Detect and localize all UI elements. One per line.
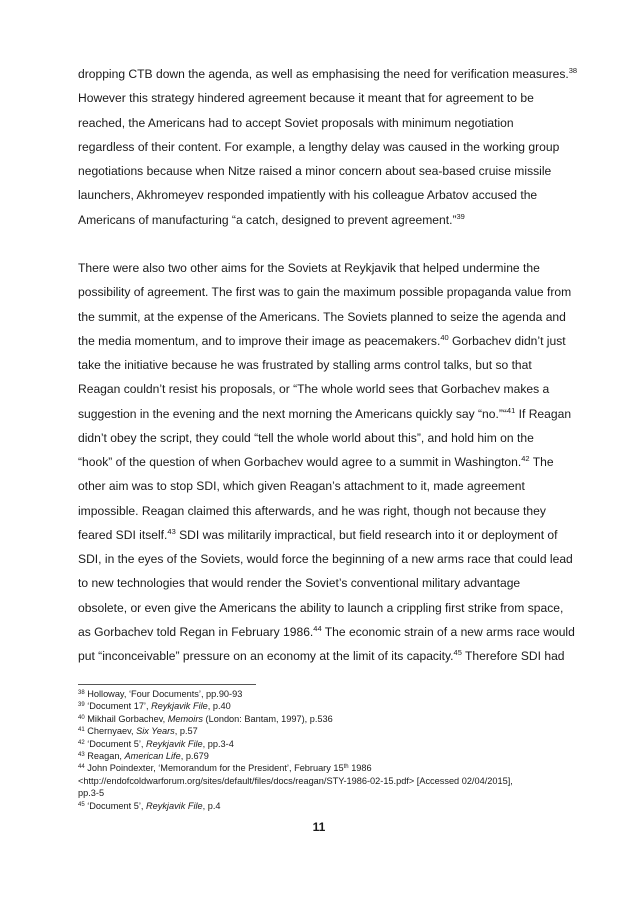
line-text-after: The economic strain of a new arms race would [321, 624, 575, 639]
line-text: Reagan couldn’t resist his proposals, or “The whole world sees that Gorbachev makes a [78, 382, 550, 397]
footnote-number: 43 [78, 751, 85, 758]
line-text: There were also two other aims for the Soviets at Reykjavik that helped undermine the [78, 261, 540, 275]
footnote-number: 44 [78, 764, 85, 771]
line-text: launchers, Akhromeyev responded impatiently with his colleague Arbatov accused the [78, 188, 538, 203]
footnote-title: Six Years [136, 726, 175, 737]
footnote-ref: 38 [568, 66, 578, 75]
footnote-text-after: , p.679 [180, 750, 209, 761]
footnote [78, 762, 564, 774]
text-line [78, 86, 562, 110]
footnote-text: ‘Document 5’, [87, 800, 146, 811]
footnote [78, 688, 564, 700]
line-text: the summit, at the expense of the Americans. The Soviets planned to seize the agenda and [78, 309, 566, 324]
footnote-text-after: (London: Bantam, 1997), p.536 [203, 713, 333, 724]
line-text: as Gorbachev told Regan in February 1986. [78, 624, 314, 639]
footnote-number: 42 [78, 739, 85, 746]
footnote [78, 738, 564, 750]
text-line [78, 644, 565, 668]
footnote-ref: 45 [453, 648, 462, 657]
line-text: Americans of manufacturing “a catch, designed to prevent agreement.” [78, 212, 457, 227]
text-line [78, 402, 572, 426]
footnote-text: John Poindexter, ‘Memorandum for the President’, February 15 [87, 763, 344, 774]
line-text: reached, the Americans had to accept Soviet proposals with minimum negotiation [78, 115, 514, 130]
footnote-text: pp.3-5 [78, 788, 105, 799]
footnote [78, 787, 564, 799]
text-line [78, 111, 562, 135]
line-text: suggestion in the evening and the next morning the Americans quickly say “no.”“ [78, 406, 507, 421]
text-line [78, 474, 562, 498]
line-text: impossible. Reagan claimed this afterwards, and he was right, though not because they [78, 503, 546, 518]
footnote-text-after: , p.57 [174, 726, 198, 737]
text-line [78, 159, 562, 183]
text-line [78, 183, 562, 207]
footnote-text-after: , p.4 [202, 800, 221, 811]
footnote [78, 725, 564, 737]
footnote-ref: 43 [167, 526, 176, 536]
footnote-number: 38 [78, 690, 85, 696]
footnote-number: 39 [78, 702, 85, 709]
footnote-separator [78, 684, 256, 685]
footnote-title: Memoirs [167, 713, 203, 724]
footnote-text-after: , p.40 [207, 701, 231, 712]
line-text-after: If Reagan [515, 406, 572, 421]
text-line [78, 329, 566, 353]
line-text: put “inconceivable” pressure on an economy at the limit of its capacity. [78, 649, 454, 663]
line-text: regardless of their content. For example, a lengthy delay was caused in the working group [78, 139, 560, 154]
text-line [78, 596, 562, 620]
text-line [78, 450, 562, 474]
line-text: didn’t obey the script, they could “tell the whole world about this”, and hold him on the [78, 430, 534, 445]
footnote-ref: 40 [440, 332, 449, 342]
text-line [78, 280, 572, 304]
line-text: SDI, in the eyes of the Soviets, would force the beginning of a new arms race that could lead [78, 552, 573, 566]
footnote-number: 41 [78, 727, 85, 734]
footnotes [78, 688, 564, 812]
text-line [78, 377, 562, 401]
line-text: possibility of agreement. The first was to gain the maximum possible propaganda value from [78, 285, 572, 300]
line-text: “hook” of the question of when Gorbachev would agree to a summit in Washington. [78, 455, 522, 469]
footnote-ref: 41 [506, 405, 516, 415]
text-line [78, 208, 562, 232]
paragraph-gap [78, 232, 562, 256]
footnote [78, 775, 564, 787]
footnote-text: <http://endofcoldwarforum.org/sites/default/files/docs/reagan/STY-1986-02-15.pdf> [Accessed 02/04/2015], [78, 775, 513, 786]
line-text-after: Therefore SDI had [461, 649, 565, 663]
footnote-text: Chernyaev, [87, 726, 137, 737]
footnote-number: 45 [78, 801, 85, 808]
line-text: obsolete, or even give the Americans the ability to launch a crippling first strike from space, [78, 600, 564, 615]
footnote-text-after: , pp.3-4 [202, 738, 234, 749]
page-number: 11 [312, 820, 326, 834]
line-text-after: Gorbachev didn’t just [448, 333, 566, 348]
footnote-title: Reykjavik File [151, 701, 208, 712]
line-text-after: The [529, 455, 554, 469]
text-line [78, 256, 562, 280]
text-line [78, 135, 562, 159]
line-text: other aim was to stop SDI, which given Reagan’s attachment to it, made agreement [78, 479, 525, 494]
footnote-title: Reykjavik File [145, 800, 203, 811]
text-line [78, 426, 562, 450]
line-text-after: SDI was militarily impractical, but field research into it or deployment of [175, 527, 558, 542]
text-line [78, 547, 573, 571]
footnote-title: Reykjavik File [145, 738, 203, 749]
footnote-ordinal: th [343, 764, 349, 771]
footnote-text-after: 1986 [348, 763, 372, 774]
body-text [78, 62, 578, 668]
line-text: However this strategy hindered agreement because it meant that for agreement to be [78, 91, 534, 106]
text-line [78, 499, 562, 523]
footnote-text: Mikhail Gorbachev, [87, 713, 168, 724]
text-line [78, 571, 562, 595]
footnote [78, 800, 564, 812]
text-line [78, 523, 562, 547]
footnote [78, 713, 564, 725]
line-text: dropping CTB down the agenda, as well as emphasising the need for verification measures. [78, 67, 569, 81]
text-line [78, 620, 575, 644]
text-line [78, 353, 562, 377]
footnote-text: Reagan, [87, 750, 125, 761]
footnote-ref: 42 [521, 454, 530, 463]
footnote-text: ‘Document 17’, [87, 701, 152, 712]
text-line [78, 305, 566, 329]
line-text: take the initiative because he was frustrated by stalling arms control talks, but so that [78, 358, 532, 372]
line-text: the media momentum, and to improve their image as peacemakers. [78, 333, 441, 348]
text-line [78, 62, 578, 86]
line-text: to new technologies that would render the Soviet’s conventional military advantage [78, 576, 521, 591]
footnote [78, 700, 564, 712]
footnote-ref: 44 [313, 623, 322, 633]
footnote-text: ‘Document 5’, [87, 738, 146, 749]
footnote-title: American Life [124, 750, 181, 761]
footnote-text: Holloway, ‘Four Documents’, pp.90-93 [87, 689, 243, 699]
footnote-number: 40 [78, 714, 85, 721]
line-text: negotiations because when Nitze raised a minor concern about sea-based cruise missile [78, 164, 552, 178]
footnote [78, 750, 564, 762]
footnote-ref: 39 [456, 211, 465, 221]
line-text: feared SDI itself. [78, 527, 168, 542]
